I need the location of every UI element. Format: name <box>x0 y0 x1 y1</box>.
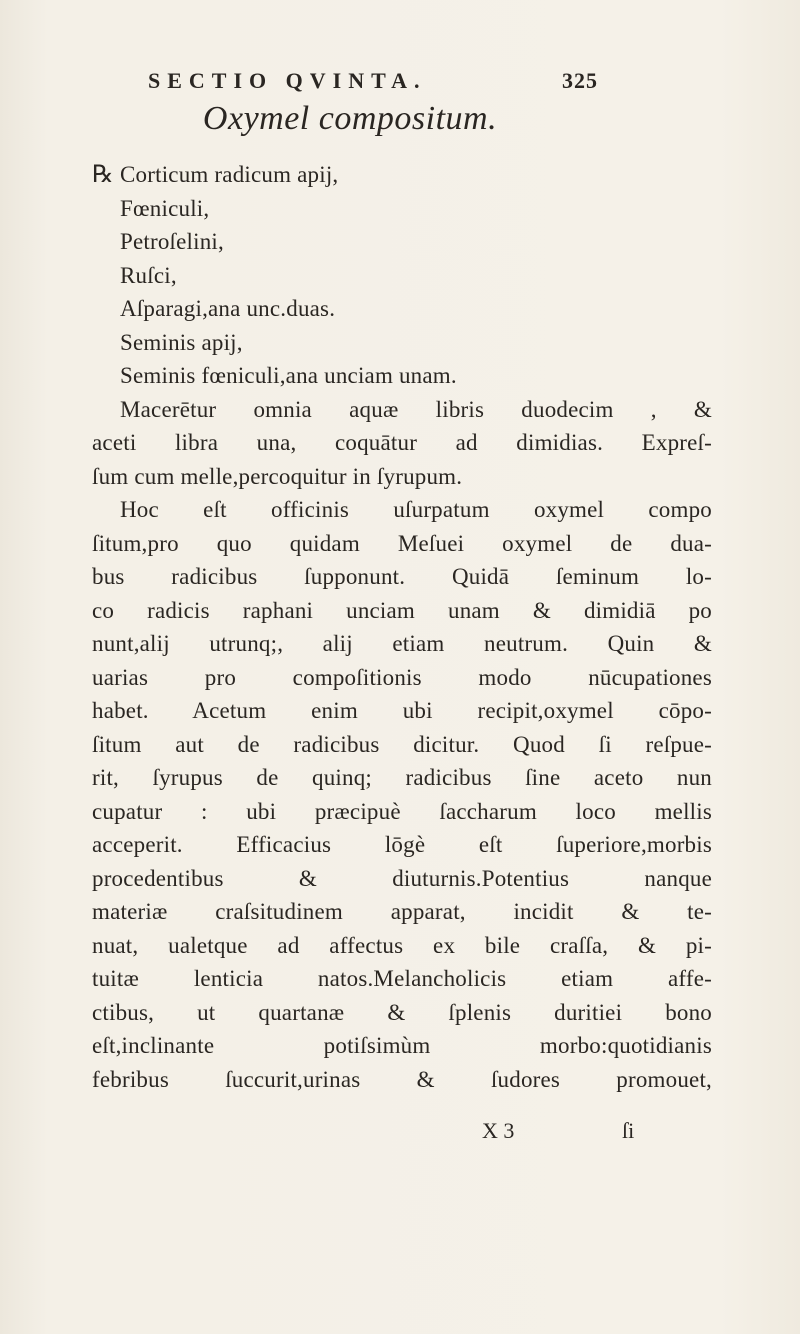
text-line: materiæ craſsitudinem apparat, incidit & te- <box>92 899 712 924</box>
text-line: ſitum aut de radicibus dicitur. Quod ſi reſpue- <box>92 731 712 757</box>
text-line: eſt,inclinante potiſsimùm morbo:quotidianis <box>92 1033 712 1058</box>
text-line: Hoc eſt officinis uſurpatum oxymel compo <box>120 497 712 522</box>
ingredient-list <box>92 158 712 393</box>
text-line: cupatur : ubi præcipuè ſaccharum loco mellis <box>92 798 712 824</box>
signature-mark: X 3 <box>482 1118 515 1143</box>
ingredient-line: Fœniculi, <box>120 195 210 221</box>
text-line: febribus ſuccurit,urinas & ſudores promouet, <box>92 1066 712 1092</box>
ingredient-line: Seminis fœniculi,ana unciam unam. <box>120 363 457 388</box>
page-body <box>92 158 712 1096</box>
paragraph-commentary <box>92 493 712 1096</box>
ingredient-line: Aſparagi,ana unc.duas. <box>120 296 336 321</box>
catchword: ſi <box>622 1118 635 1143</box>
recipe-title: Oxymel compositum. <box>202 100 498 137</box>
text-line: rit, ſyrupus de quinq; radicibus ſine aceto nun <box>92 765 712 790</box>
text-line: nuat, ualetque ad affectus ex bile craſſa, & pi- <box>92 932 712 958</box>
text-line: ſum cum melle,percoquitur in ſyrupum. <box>92 463 463 489</box>
section-heading: SECTIO QVINTA. <box>148 68 427 93</box>
text-line: aceti libra una, coquātur ad dimidias. Expreſ- <box>92 430 712 455</box>
running-header <box>148 68 598 98</box>
paragraph-preparation <box>92 393 712 494</box>
text-line: ſitum,pro quo quidam Meſuei oxymel de dua- <box>92 530 712 556</box>
text-line: ctibus, ut quartanæ & ſplenis duritiei bono <box>92 999 712 1025</box>
text-line: nunt,alij utrunq;, alij etiam neutrum. Quin & <box>92 631 712 656</box>
text-line: acceperit. Efficacius lōgè eſt ſuperiore,morbis <box>92 832 712 857</box>
text-line: uarias pro compoſitionis modo nūcupationes <box>92 664 712 690</box>
text-line: tuitæ lenticia natos.Melancholicis etiam affe- <box>92 966 712 991</box>
ingredient-line: Ruſci, <box>120 262 177 288</box>
text-line: co radicis raphani unciam unam & dimidiā po <box>92 597 712 623</box>
ingredient-line: Petroſelini, <box>120 229 224 254</box>
page-footer <box>482 1118 682 1148</box>
text-line: bus radicibus ſupponunt. Quidā ſeminum lo- <box>92 564 712 589</box>
text-line: habet. Acetum enim ubi recipit,oxymel cōpo- <box>92 698 712 723</box>
text-line: procedentibus & diuturnis.Potentius nanque <box>92 865 712 891</box>
ingredient-line: ℞ Corticum radicum apij, <box>92 158 712 192</box>
ingredient-line: Seminis apij, <box>120 329 243 355</box>
recipe-symbol: ℞ <box>92 162 114 188</box>
page-number: 325 <box>562 68 598 93</box>
text-line: Macerētur omnia aquæ libris duodecim , & <box>120 396 712 422</box>
